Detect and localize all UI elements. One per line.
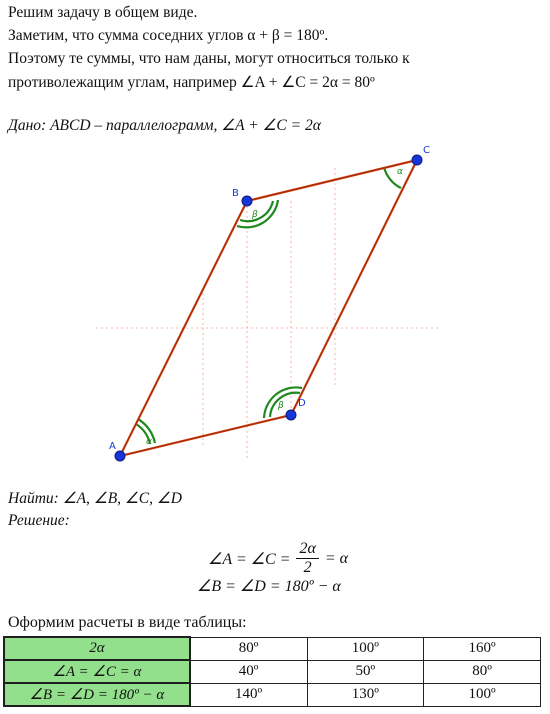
table-cell: 50º	[307, 660, 424, 683]
formula-fraction	[296, 540, 318, 577]
vertex-d	[286, 410, 296, 420]
given-statement	[8, 116, 321, 135]
table-cell: 140º	[190, 683, 307, 706]
formula-a-c	[208, 540, 348, 577]
row-header: ∠A = ∠C = α	[4, 660, 190, 683]
intro-line-3: Поэтому те суммы, что нам даны, могут относиться только к	[8, 50, 410, 67]
angle-label-a: α	[146, 437, 152, 447]
row-header: 2α	[4, 637, 190, 660]
vertex-label-a: A	[109, 441, 116, 452]
vertex-b	[242, 196, 252, 206]
table-cell: 160º	[424, 637, 541, 660]
vertex-c	[412, 155, 422, 165]
find-label: Найти:	[8, 490, 59, 507]
given-label: Дано:	[8, 117, 47, 134]
table-title: Оформим расчеты в виде таблицы:	[8, 614, 247, 631]
parallelogram-sides	[120, 160, 417, 456]
table-cell: 40º	[190, 660, 307, 683]
intro-line-1: Решим задачу в общем виде.	[8, 4, 198, 21]
formula-a-c-left: ∠A = ∠C =	[208, 550, 291, 568]
table-row	[4, 637, 541, 660]
given-text: ABCD – параллелограмм, ∠A + ∠C = 2α	[50, 117, 321, 134]
fraction-numerator: 2α	[296, 540, 318, 559]
intro-line-4: противолежащим углам, например ∠A + ∠C = 2α = 80º	[8, 74, 375, 91]
intro-line-2: Заметим, что сумма соседних углов α + β = 180º.	[8, 27, 329, 44]
table-row	[4, 683, 541, 706]
angle-arcs	[136, 167, 401, 444]
table-cell: 80º	[424, 660, 541, 683]
results-table	[3, 636, 541, 707]
row-header: ∠B = ∠D = 180º − α	[4, 683, 190, 706]
parallelogram-figure	[0, 138, 550, 483]
solution-label: Решение:	[8, 512, 70, 529]
vertex-label-c: C	[423, 145, 430, 156]
find-text: ∠A, ∠B, ∠C, ∠D	[62, 490, 182, 507]
angle-label-b: β	[252, 210, 258, 220]
parallelogram-outline	[120, 160, 417, 456]
vertex-label-b: B	[232, 188, 239, 199]
vertex-a	[115, 451, 125, 461]
find-statement	[8, 489, 182, 508]
table-row	[4, 660, 541, 683]
angle-label-c: α	[397, 167, 403, 177]
formula-b-d: ∠B = ∠D = 180º − α	[197, 578, 341, 595]
angle-label-d: β	[278, 401, 284, 411]
table-cell: 100º	[307, 637, 424, 660]
vertex-label-d: D	[298, 398, 306, 409]
formula-a-c-right: = α	[324, 549, 349, 567]
table-cell: 130º	[307, 683, 424, 706]
table-cell: 100º	[424, 683, 541, 706]
table-cell: 80º	[190, 637, 307, 660]
fraction-denominator: 2	[303, 559, 312, 576]
